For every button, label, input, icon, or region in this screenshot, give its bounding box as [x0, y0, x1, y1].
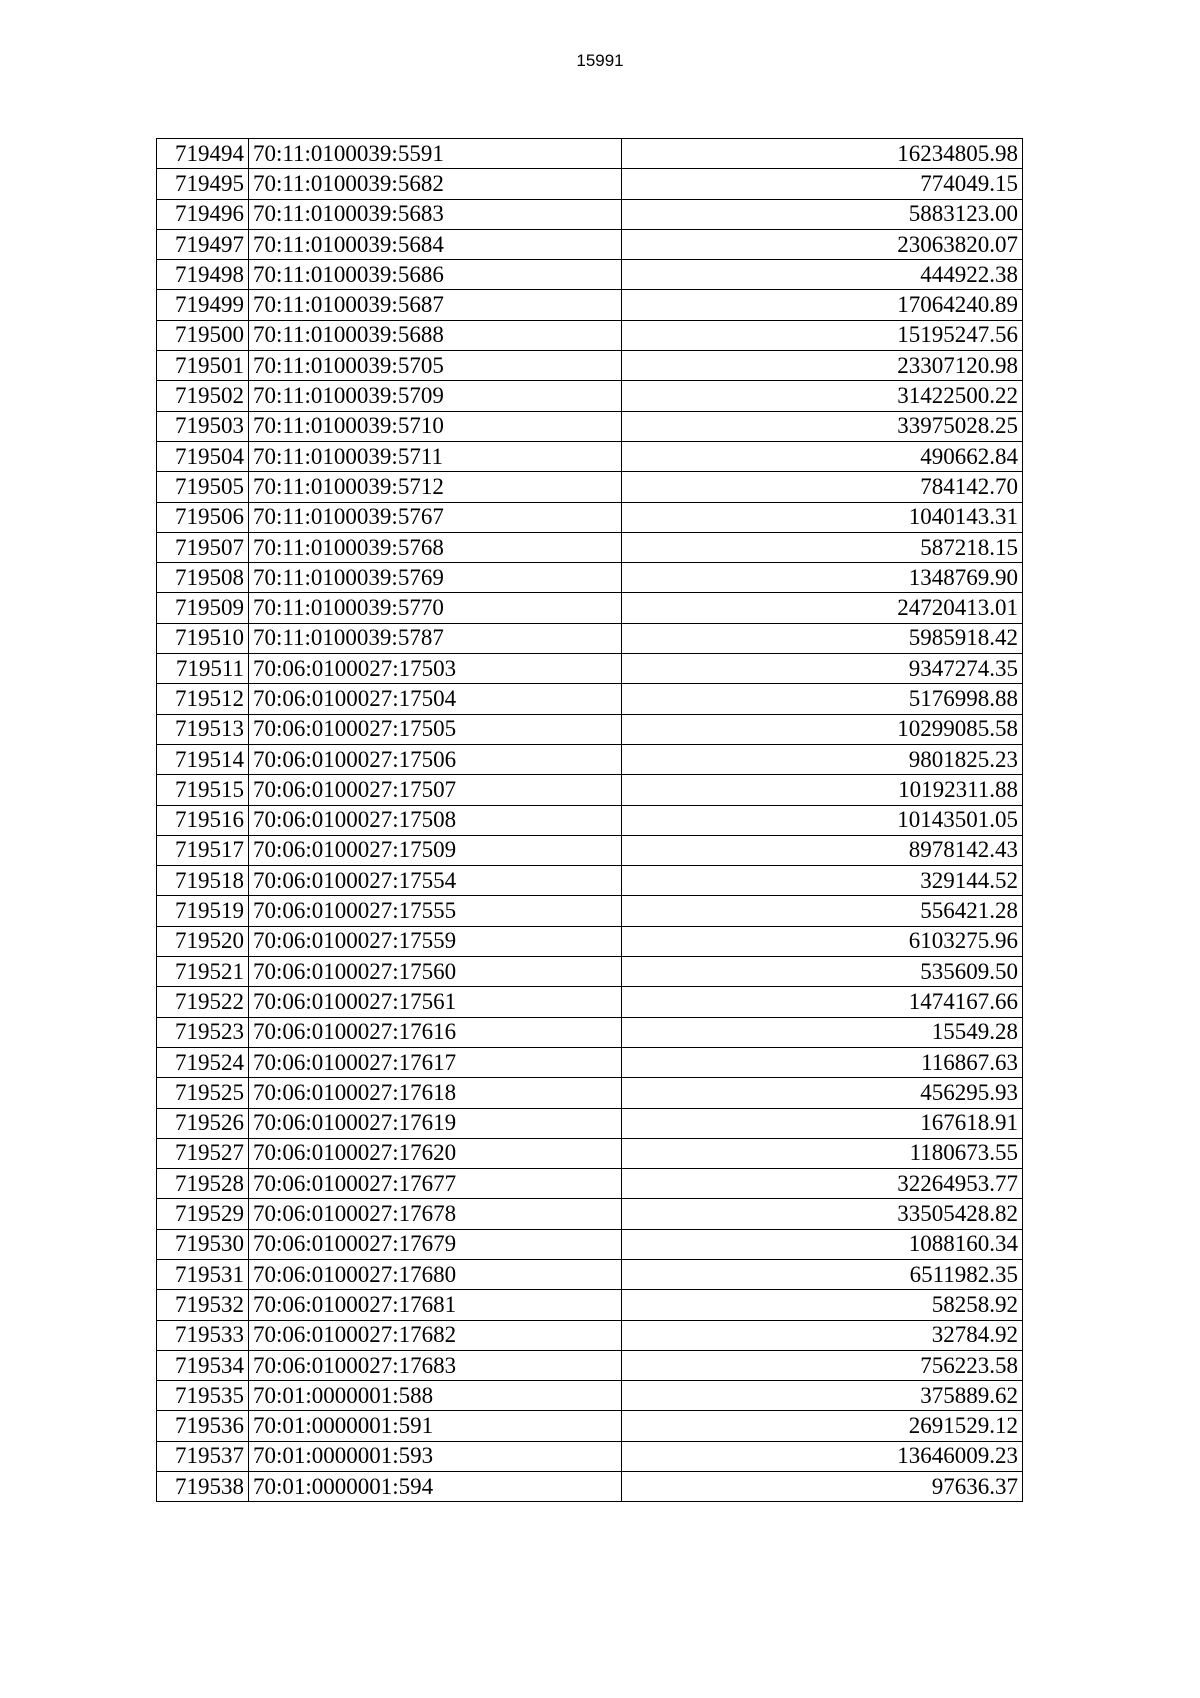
cadastral-value-cell: 15549.28: [622, 1017, 1023, 1047]
row-number-cell: 719527: [157, 1138, 249, 1168]
cadastral-value-cell: 375889.62: [622, 1381, 1023, 1411]
cadastral-number-cell: 70:11:0100039:5688: [249, 320, 622, 350]
cadastral-number-cell: 70:01:0000001:591: [249, 1411, 622, 1441]
cadastral-number-cell: 70:11:0100039:5769: [249, 563, 622, 593]
row-number-cell: 719510: [157, 623, 249, 653]
row-number-cell: 719532: [157, 1290, 249, 1320]
cadastral-number-cell: 70:06:0100027:17559: [249, 926, 622, 956]
cadastral-value-cell: 97636.37: [622, 1472, 1023, 1502]
table-row: [157, 1229, 1023, 1259]
cadastral-number-cell: 70:06:0100027:17682: [249, 1320, 622, 1350]
table-row: [157, 381, 1023, 411]
cadastral-value-cell: 33505428.82: [622, 1199, 1023, 1229]
table-row: [157, 1138, 1023, 1168]
row-number-cell: 719505: [157, 472, 249, 502]
cadastral-number-cell: 70:11:0100039:5712: [249, 472, 622, 502]
cadastral-number-cell: 70:11:0100039:5710: [249, 411, 622, 441]
table-row: [157, 320, 1023, 350]
row-number-cell: 719521: [157, 957, 249, 987]
table-row: [157, 805, 1023, 835]
row-number-cell: 719514: [157, 744, 249, 774]
table-row: [157, 1199, 1023, 1229]
table-row: [157, 866, 1023, 896]
table-row: [157, 775, 1023, 805]
cadastral-value-cell: 24720413.01: [622, 593, 1023, 623]
cadastral-number-cell: 70:11:0100039:5767: [249, 502, 622, 532]
cadastral-number-cell: 70:06:0100027:17507: [249, 775, 622, 805]
cadastral-value-cell: 1180673.55: [622, 1138, 1023, 1168]
table-row: [157, 411, 1023, 441]
cadastral-value-cell: 5985918.42: [622, 623, 1023, 653]
row-number-cell: 719507: [157, 532, 249, 562]
cadastral-value-cell: 1348769.90: [622, 563, 1023, 593]
cadastral-value-cell: 23063820.07: [622, 229, 1023, 259]
row-number-cell: 719515: [157, 775, 249, 805]
row-number-cell: 719494: [157, 139, 249, 169]
row-number-cell: 719506: [157, 502, 249, 532]
row-number-cell: 719525: [157, 1078, 249, 1108]
cadastral-value-cell: 17064240.89: [622, 290, 1023, 320]
table-row: [157, 1441, 1023, 1471]
row-number-cell: 719517: [157, 835, 249, 865]
cadastral-number-cell: 70:06:0100027:17504: [249, 684, 622, 714]
cadastral-value-cell: 1474167.66: [622, 987, 1023, 1017]
cadastral-number-cell: 70:06:0100027:17679: [249, 1229, 622, 1259]
table-row: [157, 714, 1023, 744]
row-number-cell: 719500: [157, 320, 249, 350]
row-number-cell: 719535: [157, 1381, 249, 1411]
cadastral-number-cell: 70:06:0100027:17560: [249, 957, 622, 987]
row-number-cell: 719511: [157, 654, 249, 684]
cadastral-number-cell: 70:01:0000001:588: [249, 1381, 622, 1411]
cadastral-number-cell: 70:11:0100039:5709: [249, 381, 622, 411]
cadastral-value-cell: 6511982.35: [622, 1259, 1023, 1289]
page-number: 15991: [576, 51, 624, 70]
cadastral-value-cell: 10143501.05: [622, 805, 1023, 835]
cadastral-value-cell: 5883123.00: [622, 199, 1023, 229]
cadastral-value-cell: 784142.70: [622, 472, 1023, 502]
cadastral-value-table: [156, 138, 1023, 1502]
table-row: [157, 229, 1023, 259]
row-number-cell: 719526: [157, 1108, 249, 1138]
cadastral-value-cell: 8978142.43: [622, 835, 1023, 865]
cadastral-number-cell: 70:11:0100039:5705: [249, 351, 622, 381]
table-row: [157, 1169, 1023, 1199]
cadastral-number-cell: 70:06:0100027:17678: [249, 1199, 622, 1229]
cadastral-value-cell: 23307120.98: [622, 351, 1023, 381]
table-row: [157, 351, 1023, 381]
table-row: [157, 1047, 1023, 1077]
cadastral-number-cell: 70:01:0000001:593: [249, 1441, 622, 1471]
cadastral-number-cell: 70:11:0100039:5770: [249, 593, 622, 623]
cadastral-value-cell: 5176998.88: [622, 684, 1023, 714]
table-row: [157, 1017, 1023, 1047]
cadastral-value-cell: 490662.84: [622, 441, 1023, 471]
cadastral-value-cell: 456295.93: [622, 1078, 1023, 1108]
cadastral-number-cell: 70:06:0100027:17677: [249, 1169, 622, 1199]
cadastral-number-cell: 70:06:0100027:17506: [249, 744, 622, 774]
row-number-cell: 719528: [157, 1169, 249, 1199]
cadastral-number-cell: 70:11:0100039:5591: [249, 139, 622, 169]
cadastral-value-cell: 587218.15: [622, 532, 1023, 562]
cadastral-value-cell: 1088160.34: [622, 1229, 1023, 1259]
table-row: [157, 654, 1023, 684]
table-row: [157, 199, 1023, 229]
row-number-cell: 719518: [157, 866, 249, 896]
table-row: [157, 1259, 1023, 1289]
cadastral-number-cell: 70:06:0100027:17680: [249, 1259, 622, 1289]
row-number-cell: 719516: [157, 805, 249, 835]
table-row: [157, 1290, 1023, 1320]
cadastral-number-cell: 70:06:0100027:17619: [249, 1108, 622, 1138]
row-number-cell: 719530: [157, 1229, 249, 1259]
cadastral-number-cell: 70:06:0100027:17681: [249, 1290, 622, 1320]
cadastral-value-cell: 556421.28: [622, 896, 1023, 926]
table-row: [157, 1108, 1023, 1138]
cadastral-value-cell: 15195247.56: [622, 320, 1023, 350]
row-number-cell: 719504: [157, 441, 249, 471]
cadastral-number-cell: 70:06:0100027:17503: [249, 654, 622, 684]
cadastral-value-cell: 31422500.22: [622, 381, 1023, 411]
cadastral-number-cell: 70:06:0100027:17561: [249, 987, 622, 1017]
cadastral-value-cell: 10299085.58: [622, 714, 1023, 744]
table-row: [157, 441, 1023, 471]
row-number-cell: 719522: [157, 987, 249, 1017]
row-number-cell: 719497: [157, 229, 249, 259]
cadastral-number-cell: 70:11:0100039:5686: [249, 260, 622, 290]
table-row: [157, 260, 1023, 290]
table-row: [157, 684, 1023, 714]
row-number-cell: 719536: [157, 1411, 249, 1441]
row-number-cell: 719533: [157, 1320, 249, 1350]
row-number-cell: 719512: [157, 684, 249, 714]
table-body: [157, 139, 1023, 1502]
cadastral-number-cell: 70:06:0100027:17554: [249, 866, 622, 896]
cadastral-number-cell: 70:11:0100039:5682: [249, 169, 622, 199]
table-row: [157, 926, 1023, 956]
cadastral-number-cell: 70:11:0100039:5684: [249, 229, 622, 259]
cadastral-value-cell: 10192311.88: [622, 775, 1023, 805]
row-number-cell: 719531: [157, 1259, 249, 1289]
cadastral-value-cell: 58258.92: [622, 1290, 1023, 1320]
table-row: [157, 957, 1023, 987]
cadastral-value-cell: 756223.58: [622, 1350, 1023, 1380]
table-row: [157, 532, 1023, 562]
cadastral-number-cell: 70:06:0100027:17617: [249, 1047, 622, 1077]
cadastral-value-cell: 116867.63: [622, 1047, 1023, 1077]
cadastral-value-cell: 32784.92: [622, 1320, 1023, 1350]
row-number-cell: 719513: [157, 714, 249, 744]
cadastral-number-cell: 70:06:0100027:17508: [249, 805, 622, 835]
cadastral-value-cell: 535609.50: [622, 957, 1023, 987]
table-row: [157, 593, 1023, 623]
cadastral-value-cell: 33975028.25: [622, 411, 1023, 441]
table-row: [157, 623, 1023, 653]
table-row: [157, 563, 1023, 593]
row-number-cell: 719496: [157, 199, 249, 229]
cadastral-value-cell: 16234805.98: [622, 139, 1023, 169]
row-number-cell: 719508: [157, 563, 249, 593]
table-row: [157, 896, 1023, 926]
table-row: [157, 1411, 1023, 1441]
cadastral-number-cell: 70:11:0100039:5687: [249, 290, 622, 320]
table-row: [157, 139, 1023, 169]
table-row: [157, 1078, 1023, 1108]
row-number-cell: 719538: [157, 1472, 249, 1502]
cadastral-value-cell: 329144.52: [622, 866, 1023, 896]
cadastral-number-cell: 70:01:0000001:594: [249, 1472, 622, 1502]
row-number-cell: 719502: [157, 381, 249, 411]
table-row: [157, 169, 1023, 199]
cadastral-value-cell: 13646009.23: [622, 1441, 1023, 1471]
row-number-cell: 719534: [157, 1350, 249, 1380]
cadastral-value-cell: 774049.15: [622, 169, 1023, 199]
cadastral-value-cell: 444922.38: [622, 260, 1023, 290]
row-number-cell: 719529: [157, 1199, 249, 1229]
row-number-cell: 719520: [157, 926, 249, 956]
cadastral-number-cell: 70:11:0100039:5683: [249, 199, 622, 229]
cadastral-value-cell: 167618.91: [622, 1108, 1023, 1138]
table-row: [157, 502, 1023, 532]
table-row: [157, 1381, 1023, 1411]
table-row: [157, 835, 1023, 865]
cadastral-number-cell: 70:11:0100039:5711: [249, 441, 622, 471]
cadastral-value-cell: 9347274.35: [622, 654, 1023, 684]
table-row: [157, 290, 1023, 320]
cadastral-number-cell: 70:06:0100027:17555: [249, 896, 622, 926]
cadastral-number-cell: 70:06:0100027:17509: [249, 835, 622, 865]
cadastral-value-cell: 2691529.12: [622, 1411, 1023, 1441]
table-row: [157, 1472, 1023, 1502]
cadastral-number-cell: 70:11:0100039:5768: [249, 532, 622, 562]
cadastral-number-cell: 70:06:0100027:17683: [249, 1350, 622, 1380]
cadastral-number-cell: 70:06:0100027:17616: [249, 1017, 622, 1047]
row-number-cell: 719523: [157, 1017, 249, 1047]
cadastral-number-cell: 70:06:0100027:17620: [249, 1138, 622, 1168]
table-row: [157, 472, 1023, 502]
table-row: [157, 1320, 1023, 1350]
row-number-cell: 719519: [157, 896, 249, 926]
row-number-cell: 719509: [157, 593, 249, 623]
row-number-cell: 719499: [157, 290, 249, 320]
table-row: [157, 987, 1023, 1017]
table-row: [157, 1350, 1023, 1380]
cadastral-value-cell: 1040143.31: [622, 502, 1023, 532]
row-number-cell: 719495: [157, 169, 249, 199]
row-number-cell: 719503: [157, 411, 249, 441]
row-number-cell: 719537: [157, 1441, 249, 1471]
table-row: [157, 744, 1023, 774]
cadastral-value-cell: 9801825.23: [622, 744, 1023, 774]
cadastral-number-cell: 70:06:0100027:17618: [249, 1078, 622, 1108]
row-number-cell: 719498: [157, 260, 249, 290]
cadastral-value-cell: 32264953.77: [622, 1169, 1023, 1199]
cadastral-value-cell: 6103275.96: [622, 926, 1023, 956]
row-number-cell: 719501: [157, 351, 249, 381]
cadastral-number-cell: 70:06:0100027:17505: [249, 714, 622, 744]
row-number-cell: 719524: [157, 1047, 249, 1077]
cadastral-number-cell: 70:11:0100039:5787: [249, 623, 622, 653]
